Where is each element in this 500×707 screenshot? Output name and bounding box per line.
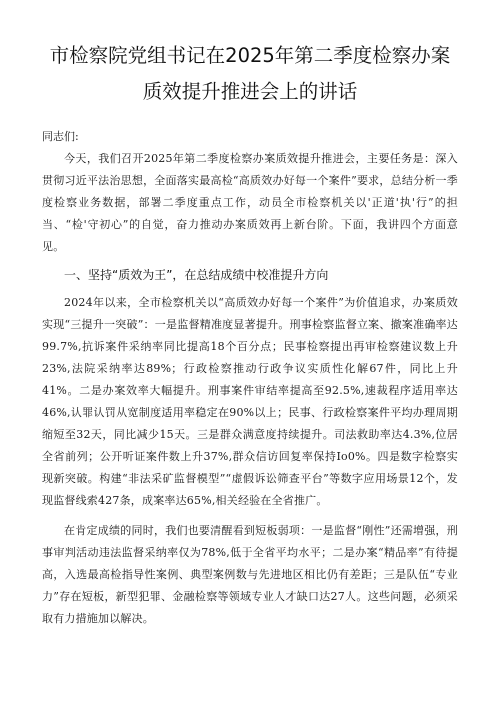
greeting: 同志们: [42,130,79,143]
paragraph-achievements: 2024年以来，全市检察机关以“高质效办好每一个案件”为价值追求，办案质效实现“三提升一突破”：一是监督精准度显著提升。刑事检察监督立案、撤案准确率达99.7%,抗诉案件采纳率同比提高18个百分点；民事检察提出再审检察建议数上升23%,法院采纳率达89%；行政检察推动行政争议实质性化解67件，同比上升41%。二是办案效率大幅提升。刑事案件审结率提高至92.5%,速裁程序适用率达46%,认罪认罚从宽制度适用率稳定在90%以上；民事、行政检察案件平均办理周期缩短至32天，同比减少15天。三是群众满意度持续提升。司法救助率达4.3%,位居全省前列；公开听证案件数上升37%,群众信访回复率保持Io0%。四是数字检察实现新突破。构建“非法采矿监督模型”“虚假诉讼筛查平台”等数字应用场景12个，发现监督线索427条，成案率达65%,相关经验在全省推广。 [42,296,458,507]
paragraph-intro: 今天，我们召开2025年第二季度检察办案质效提升推进会，主要任务是：深入贯彻习近平法治思想，全面落实最高检“高质效办好每一个案件”要求，总结分析一季度检察业务数据，部署二季度重点工作，动员全市检察机关以'正道'执'行”的担当、“检'守初心”的自觉，奋力推动办案质效再上新台阶。下面，我讲四个方面意见。 [42,152,458,253]
document-title: 市检察院党组书记在2025年第二季度检察办案质效提升推进会上的讲话 [49,44,451,103]
section-heading: 一、坚持“质效为王”，在总结成绩中校准提升方向 [64,268,329,282]
paragraph-shortcomings: 在肯定成绩的同时，我们也要清醒看到短板弱项：一是监督“刚性”还需增强，刑事审判活动违法监督采纳率仅为78%,低于全省平均水平；二是办案“精品率”有待提高，入选最高检指导性案例、典型案例数与先进地区相比仍有差距；三是队伍“专业力”存在短板，新型犯罪、金融检察等领域专业人才缺口达27人。这些问题，必须采取有力措施加以解决。 [42,524,458,625]
